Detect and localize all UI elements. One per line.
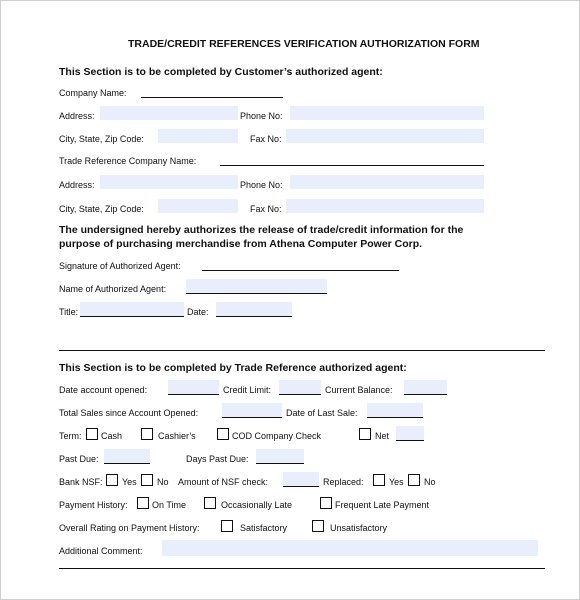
company-name-field[interactable] (141, 97, 283, 98)
occasionally-late-label: Occasionally Late (221, 500, 293, 510)
date-opened-label: Date account opened: (59, 385, 148, 395)
cod-label: COD Company Check (232, 431, 322, 441)
signature-field[interactable] (202, 270, 399, 271)
additional-comment-label: Additional Comment: (59, 546, 143, 556)
fax2-field[interactable] (286, 199, 484, 213)
title-field[interactable] (80, 302, 184, 316)
replaced-no-label: No (424, 477, 436, 487)
nsf-yes-checkbox[interactable] (106, 474, 118, 486)
phone-label: Phone No: (240, 111, 283, 121)
phone2-label: Phone No: (240, 180, 283, 190)
cash-checkbox[interactable] (86, 428, 98, 440)
replaced-yes-label: Yes (389, 477, 404, 487)
past-due-label: Past Due: (59, 454, 99, 464)
nsf-no-checkbox[interactable] (141, 474, 153, 486)
frequent-late-checkbox[interactable] (320, 497, 332, 509)
on-time-checkbox[interactable] (137, 497, 149, 509)
amount-nsf-underline (283, 486, 319, 487)
overall-rating-label: Overall Rating on Payment History: (59, 523, 200, 533)
date-opened-field[interactable] (168, 380, 219, 394)
current-balance-field[interactable] (404, 380, 447, 394)
authorization-text-line2: purpose of purchasing merchandise from Athena Computer Power Corp. (59, 238, 423, 250)
fax-label: Fax No: (250, 134, 282, 144)
total-sales-field[interactable] (222, 403, 282, 417)
days-past-due-field[interactable] (256, 449, 304, 463)
agent-name-underline (186, 293, 327, 294)
city-state-zip-label: City, State, Zip Code: (59, 134, 144, 144)
nsf-no-label: No (157, 477, 169, 487)
credit-limit-field[interactable] (279, 380, 321, 394)
amount-nsf-label: Amount of NSF check: (178, 477, 269, 487)
net-checkbox[interactable] (359, 428, 371, 440)
past-due-underline (104, 463, 150, 464)
title-label: Title: (59, 307, 79, 317)
replaced-label: Replaced: (323, 477, 364, 487)
signature-label: Signature of Authorized Agent: (59, 261, 181, 271)
section2-heading: This Section is to be completed by Trade Reference authorized agent: (59, 362, 407, 374)
amount-nsf-field[interactable] (283, 472, 319, 486)
section-divider (59, 350, 545, 351)
satisfactory-label: Satisfactory (240, 523, 288, 533)
date-last-sale-underline (367, 417, 423, 418)
days-past-due-underline (256, 463, 304, 464)
replaced-yes-checkbox[interactable] (373, 474, 385, 486)
phone2-field[interactable] (290, 175, 484, 189)
agent-name-label: Name of Authorized Agent: (59, 284, 167, 294)
cash-label: Cash (101, 431, 123, 441)
credit-limit-label: Credit Limit: (223, 385, 272, 395)
trade-reference-company-field[interactable] (220, 165, 484, 166)
net-label: Net (375, 431, 390, 441)
total-sales-underline (222, 417, 282, 418)
current-balance-underline (404, 394, 447, 395)
city-state-zip2-label: City, State, Zip Code: (59, 204, 144, 214)
nsf-yes-label: Yes (122, 477, 137, 487)
term-label: Term: (59, 431, 82, 441)
authorization-text-line1: The undersigned hereby authorizes the release of trade/credit information for the (59, 224, 464, 236)
frequent-late-label: Frequent Late Payment (335, 500, 430, 510)
unsatisfactory-checkbox[interactable] (312, 520, 324, 532)
date-last-sale-label: Date of Last Sale: (286, 408, 358, 418)
payment-history-label: Payment History: (59, 500, 128, 510)
address2-field[interactable] (100, 175, 238, 189)
days-past-due-label: Days Past Due: (186, 454, 249, 464)
date-last-sale-field[interactable] (367, 403, 423, 417)
date-label: Date: (187, 307, 209, 317)
fax-field[interactable] (286, 129, 484, 143)
net-underline (396, 440, 424, 441)
occasionally-late-checkbox[interactable] (204, 497, 216, 509)
address2-label: Address: (59, 180, 95, 190)
replaced-no-checkbox[interactable] (408, 474, 420, 486)
phone-field[interactable] (290, 106, 484, 120)
current-balance-label: Current Balance: (325, 385, 393, 395)
title-underline (80, 316, 184, 317)
section1-heading: This Section is to be completed by Customer’s authorized agent: (59, 66, 383, 78)
date-underline (216, 316, 292, 317)
cashiers-label: Cashier’s (158, 431, 196, 441)
additional-comment-field[interactable] (162, 540, 538, 556)
bottom-rule (59, 568, 545, 569)
address-label: Address: (59, 111, 95, 121)
trade-reference-company-label: Trade Reference Company Name: (59, 156, 197, 166)
form-title: TRADE/CREDIT REFERENCES VERIFICATION AUTHORIZATION FORM (128, 38, 480, 50)
net-field[interactable] (396, 426, 424, 440)
unsatisfactory-label: Unsatisfactory (330, 523, 388, 533)
company-name-label: Company Name: (59, 88, 127, 98)
cashiers-checkbox[interactable] (141, 428, 153, 440)
past-due-field[interactable] (104, 449, 150, 463)
bank-nsf-label: Bank NSF: (59, 477, 103, 487)
agent-name-field[interactable] (186, 279, 327, 293)
city-state-zip2-field[interactable] (158, 199, 238, 213)
address-field[interactable] (100, 106, 238, 120)
on-time-label: On Time (152, 500, 187, 510)
total-sales-label: Total Sales since Account Opened: (59, 408, 199, 418)
fax2-label: Fax No: (250, 204, 282, 214)
date-field[interactable] (216, 302, 292, 316)
date-opened-underline (168, 394, 219, 395)
city-state-zip-field[interactable] (158, 129, 238, 143)
credit-limit-underline (279, 394, 321, 395)
satisfactory-checkbox[interactable] (221, 520, 233, 532)
cod-checkbox[interactable] (217, 428, 229, 440)
